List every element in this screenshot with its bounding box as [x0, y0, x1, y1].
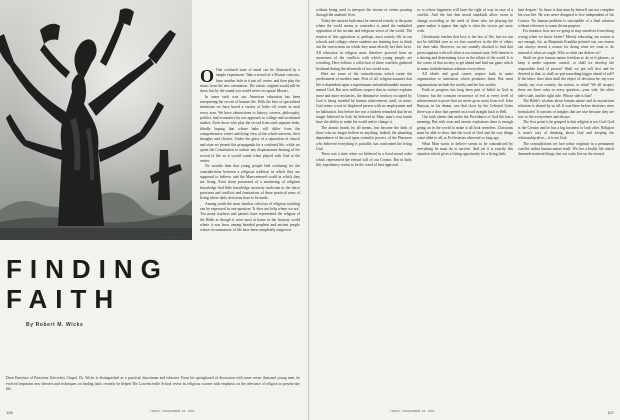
paragraph-text: One confused state of mind can be illustrated by a simple experiment. Take a record of a Mozart concerto, have another hole in it put off center, and then play the music from the new orientation. The classic original would still be there, but by the sound you would never recognize Mozart. [200, 68, 300, 94]
paragraph: What Man wants to believe seems to be contradicted by everything he must do to survive. And yet it is exactly this situation which gives a fitting opportunity for a living faith. [417, 141, 513, 157]
paragraph: Among youth the most familiar criticism of religious teaching can be expressed in one question: 'It does not help where we are.' Too many teachers and parents have represented the religion of the Bible as though it were most at home in the faraway world where it was born, among bearded prophets and ancient people whose circumstances of life have been completely outgrown. [200, 201, 300, 233]
body-column-1 [200, 68, 300, 404]
running-head-left: TODAY, NOVEMBER 10, 1951 [150, 410, 196, 413]
paragraph: hate despair.' So those is that man by himself can not complete his own life. He was never designed to live independent of his Creator. No human problem is susceptible of a final solution without reference to some divine purpose. [518, 8, 614, 29]
paragraph: No wonder then that young people find confusing for the contradictions between a religious tradition in which they are supposed to believe, and the Man-centered world in which they are living. Even those possessed of a smattering of religious knowledge find little knowledge curiously irrelevant to the fierce pressures and conflicts and frustrations of these practical areas of living where daily decisions have to be made. [200, 164, 300, 201]
body-column-3 [417, 8, 513, 404]
title-line-1: FINDING [6, 254, 169, 284]
paragraph: There was a time when we believed in a fixed moral order which represented the eternal will of our Creator. But in daily life, expediency seems to be the creed of best approval. [316, 152, 412, 167]
running-head-right: TODAY, NOVEMBER 10, 1951 [390, 410, 436, 413]
paragraph: Our faith claims that under the Providence of God life has a meaning. But with wars and atomic explosions there is enough going on in the world to make it all look senseless. Christians must be able to show that the word of God and the way things come alike to all, as Ecclesiastes observed so long ago. [417, 114, 513, 141]
paragraph: Here are some of the contradictions which create the predicament of modern man: First of all, religion assumes that life is dependent upon a superhuman and unfathomable mystery named God. But now millions suspect that as science explains more and more mysteries, the diminutive territory occupied by God is being invaded by human achievement, until, in sense, God seems a sort of displaced person with no employment and no habitation. Just before the war a student remarked that he no longer believed in God; he believed in Man; man's own hands have the ability to make his world and to change it. [316, 72, 412, 125]
paragraph: Today the ancient faith must be renewed exactly at the point where the world seems to contradict it, amid the embattled opposition of the secular and religious views of the world. The tension of this opposition is, perhaps, most acutely felt in our schools and colleges where students are learning how to think out the convictions on which they must directly bet their lives. All education in religion must therefore proceed from an awareness of the conflicts with which young people are wrestling. Here follows a collection of these conflicts gathered firsthand during the aftermath of two world wars. [316, 18, 412, 71]
drop-cap: O [200, 68, 215, 86]
article-title [6, 254, 191, 314]
photo-credit: GEORGE SCHROEDER [160, 237, 184, 239]
sculpture-photo-graphic [0, 0, 192, 240]
paragraph: Christianity teaches that love is the law of life, but we can not be fulfilled save as we lose ourselves in the life of others for their sake. However, we are soundly shocked to find that preoccupation with self often is our natural state. Self-interest is a driving and determining force in the affairs of the world. It is the center of that society to get ahead and find our gains which in many bedside human relations everywhere. [417, 34, 513, 71]
paragraph: Faith in progress has long been part of belief in God as Creator; but the constant recurrence of evil at every level of advancement to prove that we never grow away from evil. John Bunyan, in his dream, saw that close by the Celestial Gates there was a door that opened on a road straight back to Hell. [417, 88, 513, 114]
paragraph [200, 68, 300, 95]
paragraph: Shall we give human nature freedom to do as it pleases, or keep it under supreme control, or shall we develop the responsible kind of person? Shall we put self first and be devoted to that, or shall we put something bigger ahead of self? If the latter, then what shall the object of devotion be: my own family, my own country, the nation, or what? We all suspect there are three rules to every question—your side, the other side's side, and the right side. Whose side is that? [518, 56, 614, 98]
left-page [0, 0, 309, 420]
paragraph: without being used to interpret the stream of events pouring through the students' lives. [316, 8, 412, 18]
author-caption: Dean Emeritus of Princeton University Chapel, Dr. Wicks is distinguished as a practical churchman and educator. From his springboard of discussion with some seven thousand young men, he evolved important new theories and techniques on finding faith; recently he helped The Lawrenceville School revise its religious courses with emphasis on the relevance of religion to present-day life. [6, 376, 300, 392]
paragraph: All ideals and good causes require faith in some organization or institution which promotes them. But most organizations include the worthy and the less worthy. [417, 72, 513, 87]
paragraph: The contradictions we face today originate in a permanent conflict within human nature itself. We live a bodily life which demands material things, but our souls live on the eternal. [518, 141, 614, 157]
paragraph: The Bible's wisdom about human nature and its mysterious relations is shared by us all. It was there before doctrines were formulated. It consists of insights that are true because they are true to life everywhere and always. [518, 98, 614, 119]
right-page [310, 0, 620, 420]
paragraph: so to whose happiness will have the right of way in case of a conflict. And the fact that moral standards allow room to change according to the need of those who are playing the game makes it appear that right is what the victors get away with. [417, 8, 513, 34]
paragraph: In some such way our American education has been interpreting the record of human life. With the best of specialized intentions we have bored a variety of holes off center in each every area. We have obstructions to history, science, philosophy, politics, and economics by our approach to college and vocational studies. Even those who play the record from such separate hubs, blindly hoping that whose hubs will differ from the comprehensive center satisfying view of the whole universe, their thoughts and choices. Under the guise of a separation of church and state we permit this propaganda for a confused life, while we quote the Constitution to outlaw any dispassionate hearing of the record of life as it would sound when played with God at the center. [200, 94, 300, 163]
page-number-left: 106 [6, 410, 13, 415]
paragraph: For instance, how are we going to stop ourselves from doing wrong when we know better? Merely educating our reason is not enough, for, as Benjamin Franklin pointed out, our reason can always invent a reason for doing what we want to do instead of what we ought. Who or what can deliver us? [518, 29, 614, 55]
paragraph: The first point to be grasped is that religion is not God. God is the Creator and he has a big business to look after. Religion is man's way of thinking about God and keeping the relationship alive—it is not God. [518, 120, 614, 141]
body-column-4 [518, 8, 614, 404]
byline: By Robert M. Wicks [26, 322, 84, 328]
paragraph: The atomic bomb, by all means, has become the faith of those who no longer believe in anything. Indeed, the plumbing dependence of the soul upon scientific powers, of the Pharisees who believed everything is possible, has confronted the living God. [316, 125, 412, 151]
sculpture-photo [0, 0, 192, 240]
body-column-2 [316, 8, 412, 404]
title-line-2: FAITH [6, 284, 122, 314]
page-number-right: 107 [607, 410, 614, 415]
